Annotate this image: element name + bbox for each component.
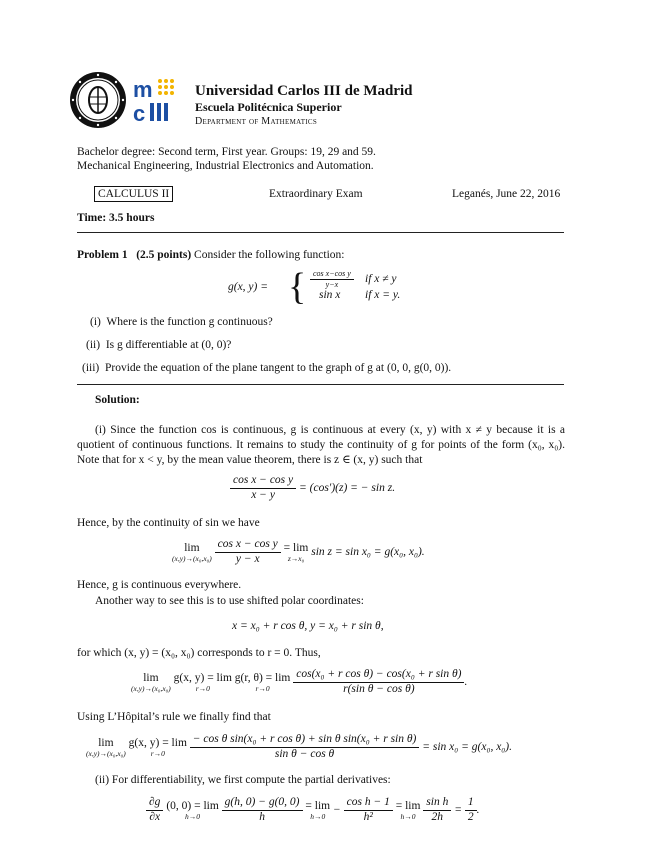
university-seal [69, 71, 127, 129]
university-name: Universidad Carlos III de Madrid [195, 83, 413, 99]
problem-text: Consider the following function: [194, 249, 345, 261]
question-3: (iii) Provide the equation of the plane tangent to the graph of g at (0, 0, g(0, 0)). [82, 362, 452, 374]
function-definition: g(x, y) = { $\frac{\text{cos x−cos y}}{y-x}$ if x ≠ y sin x if x = y. [228, 266, 401, 308]
solution-paragraph-7: (ii) For differentiability, we first compute the partial derivatives: [95, 774, 391, 786]
equation-polar: x = x₀ + r cos θ, y = x₀ + r sin θ, [232, 620, 384, 632]
uc3m-logo [132, 75, 178, 125]
time-limit: Time: 3.5 hours [77, 212, 155, 224]
solution-heading: Solution: [95, 394, 140, 406]
school-name: Escuela Politécnica Superior [195, 100, 342, 114]
svg-text:c: c [133, 101, 146, 125]
question-2: (ii) Is g differentiable at (0, 0)? [86, 339, 232, 351]
equation-limit-1: lim (x,y)→(x₀,x₀) $\frac{\text{cos x − cos y}}{y - x}$ = lim z→x₀ sin z = sin x₀ = g(x₀, x₀). [172, 538, 425, 565]
exam-type: Extraordinary Exam [269, 188, 363, 200]
equation-limit-3: lim (x,y)→(x₀,x₀) g(x, y) = lim r→0 $\frac{\text{− cos θ sin(x₀ + r cos θ) + sin θ sin(x₀ + r sin θ)}}{\text{sin θ − cos θ}}$ = sin x₀ = g(x₀, x₀). [86, 733, 513, 760]
problem-statement [77, 248, 344, 263]
solution-paragraph-6: Using L’Hôpital’s rule we finally find that [77, 711, 271, 723]
equation-limit-2: lim (x,y)→(x₀,x₀) g(x, y) = lim r→0 g(r, θ) = lim r→0 $\frac{\text{cos(x₀ + r cos θ) − cos(x₀ + r sin θ)}}{\text{r(sin θ − cos θ)}}$ . [131, 668, 468, 695]
solution-paragraph-2: Hence, by the continuity of sin we have [77, 517, 260, 529]
svg-text:m: m [133, 77, 153, 102]
problem-label: Problem 1 [77, 249, 128, 261]
department-name: Department of Mathematics [195, 116, 318, 127]
solution-paragraph-1: (i) Since the function cos is continuous, g is continuous at every (x, y) with x ≠ y because it is a quotient of continuous functions. It remains to study the continuity of g for points of the form (x₀, x₀). Note that for x < y, by the mean value theorem, there is z ∈ (x, y) such that [77, 424, 565, 466]
problem-rule [77, 384, 564, 385]
degree-line-2: Mechanical Engineering, Industrial Electronics and Automation. [77, 160, 374, 172]
solution-paragraph-3: Hence, g is continuous everywhere. [77, 579, 242, 591]
solution-paragraph-5: for which (x, y) = (x₀, x₀) corresponds to r = 0. Thus, [77, 647, 321, 659]
solution-paragraph-4: Another way to see this is to use shifted polar coordinates: [95, 595, 364, 607]
header-rule [77, 232, 564, 233]
course-box: CALCULUS II [94, 186, 173, 202]
question-1: (i) Where is the function g continuous? [90, 316, 273, 328]
place-date: Leganés, June 22, 2016 [452, 188, 561, 200]
equation-partial-derivative: $\frac{\partial g}{\partial x}$ (0, 0) = lim h→0 $\frac{g(h, 0) - g(0, 0)}{h}$ = lim h→0 − $\frac{\text{cos h − 1}}{\text{h²}}$ = lim h→0 $\frac{\text{sin h}}{2h}$ = $\frac{1}{2}$ . [146, 796, 479, 825]
degree-line-1: Bachelor degree: Second term, First year. Groups: 19, 29 and 59. [77, 146, 376, 158]
equation-mvt: $\frac{\text{cos x − cos y}}{x - y}$ = (cos′)(z) = − sin z. [230, 474, 395, 503]
problem-points: (2.5 points) [136, 249, 192, 261]
